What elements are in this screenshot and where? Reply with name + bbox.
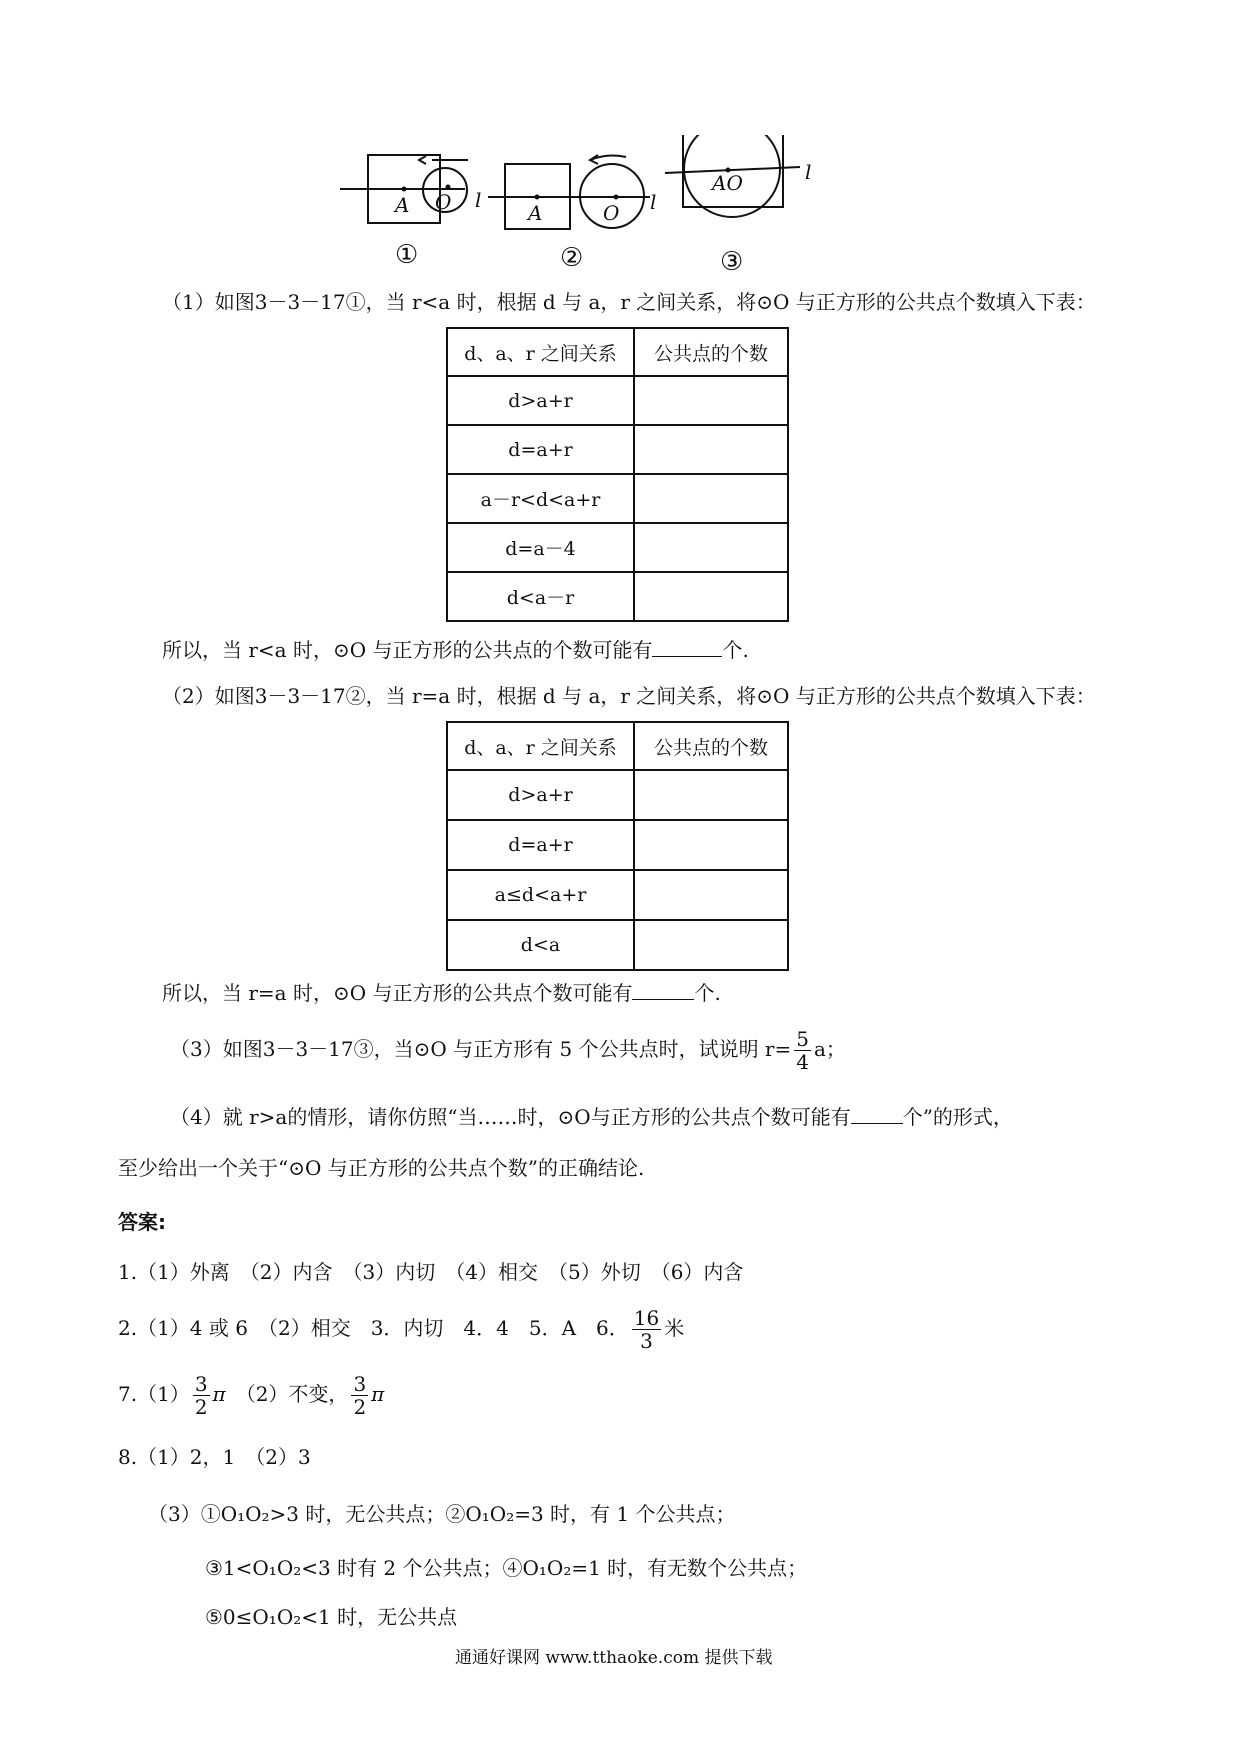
q3-line — [170, 1025, 846, 1073]
q2-conclusion — [162, 979, 721, 1007]
answer-7-frac-num-b: 3 — [353, 1372, 367, 1396]
answer-7 — [118, 1368, 384, 1420]
q1-header-relation: d、a、r 之间关系 — [447, 328, 634, 376]
q1-row-relation: a－r<d<a+r — [447, 474, 634, 523]
answer-7-text: 7.（1） — [118, 1382, 190, 1406]
q1-row-relation: d=a－4 — [447, 523, 634, 572]
point-label-a1: A — [395, 193, 410, 217]
answer-8-3-line1: （3）①O₁O₂>3 时，无公共点；②O₁O₂=3 时，有 1 个公共点； — [148, 1502, 736, 1526]
q4-blank[interactable] — [851, 1103, 903, 1124]
q1-conclusion-suffix: 个. — [722, 638, 749, 662]
q1-row-relation: d>a+r — [447, 376, 634, 425]
point-label-o1: O — [435, 190, 452, 214]
q1-row-relation: d=a+r — [447, 425, 634, 474]
point-label-ao3: AO — [712, 171, 743, 195]
q2-blank[interactable] — [632, 979, 694, 1000]
answer-7-fraction-b — [351, 1373, 368, 1418]
q1-blank[interactable] — [652, 636, 722, 657]
q1-prompt: （1）如图3－3－17①，当 r<a 时，根据 d 与 a，r 之间关系，将⊙O 与正方形的公共点个数填入下表： — [162, 290, 1096, 314]
q2-prompt: （2）如图3－3－17②，当 r=a 时，根据 d 与 a，r 之间关系，将⊙O 与正方形的公共点个数填入下表： — [162, 684, 1096, 708]
line-label-3: l — [805, 160, 812, 184]
q1-row-answer-cell[interactable] — [634, 425, 788, 474]
answer-1: 1.（1）外离 （2）内含 （3）内切 （4）相交 （5）外切 （6）内含 — [118, 1260, 744, 1284]
answer-2 — [118, 1302, 684, 1354]
q3-fraction — [794, 1028, 811, 1073]
q2-header-relation: d、a、r 之间关系 — [447, 722, 634, 770]
answer-2-suffix: 米 — [664, 1316, 685, 1340]
q2-conclusion-text: 所以，当 r=a 时，⊙O 与正方形的公共点个数可能有 — [162, 981, 633, 1005]
q1-row-answer-cell[interactable] — [634, 376, 788, 425]
q1-row-answer-cell[interactable] — [634, 572, 788, 621]
figure-square-circle — [340, 135, 930, 285]
answer-7-fraction-a — [193, 1373, 210, 1418]
q1-conclusion-text: 所以，当 r<a 时，⊙O 与正方形的公共点的个数可能有 — [162, 638, 653, 662]
q1-header-count: 公共点的个数 — [634, 328, 788, 376]
answer-8-3-line3: ⑤0≤O₁O₂<1 时，无公共点 — [205, 1605, 458, 1629]
q4-line1-suffix: 个”的形式， — [902, 1105, 1013, 1129]
figure-label-2: ② — [560, 243, 584, 273]
q3-suffix: a； — [813, 1037, 846, 1061]
q2-row-answer-cell[interactable] — [634, 770, 788, 820]
q2-table — [446, 721, 789, 971]
answer-8-3-line2: ③1<O₁O₂<3 时有 2 个公共点；④O₁O₂=1 时，有无数个公共点； — [205, 1556, 808, 1580]
q3-frac-den: 4 — [796, 1050, 809, 1074]
figure-diagram — [340, 135, 930, 285]
point-label-a2: A — [528, 201, 543, 225]
answer-2-fraction — [632, 1307, 661, 1352]
answers-heading: 答案: — [118, 1210, 166, 1234]
figure-label-1: ① — [395, 240, 419, 270]
q2-row-relation: d=a+r — [447, 820, 634, 870]
q2-row-answer-cell[interactable] — [634, 920, 788, 970]
answer-7-mid: （2）不变， — [245, 1382, 349, 1406]
q4-line1 — [170, 1103, 1013, 1131]
answer-7-pi-a: π — [212, 1382, 226, 1406]
line-label-2: l — [650, 190, 657, 214]
q2-row-answer-cell[interactable] — [634, 820, 788, 870]
q1-conclusion — [162, 636, 749, 664]
q2-row-relation: d<a — [447, 920, 634, 970]
answer-8: 8.（1）2，1 （2）3 — [118, 1445, 311, 1469]
answer-7-pi-b: π — [371, 1382, 385, 1406]
answer-2-frac-num: 16 — [633, 1306, 660, 1330]
q4-line1-text: （4）就 r>a的情形，请你仿照“当……时，⊙O与正方形的公共点个数可能有 — [170, 1105, 851, 1129]
line-label-1: l — [475, 188, 482, 212]
q1-table — [446, 327, 789, 622]
answer-2-text: 2.（1）4 或 6 （2）相交 3．内切 4．4 5．A 6． — [118, 1316, 629, 1340]
q3-frac-num: 5 — [796, 1027, 809, 1051]
q1-row-relation: d<a－r — [447, 572, 634, 621]
q2-row-relation: a≤d<a+r — [447, 870, 634, 920]
answer-7-frac-num-a: 3 — [194, 1372, 208, 1396]
q2-row-relation: d>a+r — [447, 770, 634, 820]
answer-2-frac-den: 3 — [640, 1329, 653, 1353]
q4-line2: 至少给出一个关于“⊙O 与正方形的公共点个数”的正确结论. — [118, 1156, 645, 1180]
answer-7-frac-den-a: 2 — [194, 1395, 208, 1419]
q3-text: （3）如图3－3－17③，当⊙O 与正方形有 5 个公共点时，试说明 r= — [170, 1037, 792, 1061]
q1-row-answer-cell[interactable] — [634, 474, 788, 523]
point-label-o2: O — [603, 201, 620, 225]
page-footer: 通通好课网 www.tthaoke.com 提供下载 — [455, 1648, 773, 1668]
figure-label-3: ③ — [720, 247, 744, 277]
answer-7-frac-den-b: 2 — [353, 1395, 367, 1419]
q2-row-answer-cell[interactable] — [634, 870, 788, 920]
q2-header-count: 公共点的个数 — [634, 722, 788, 770]
q2-conclusion-suffix: 个. — [694, 981, 721, 1005]
q1-row-answer-cell[interactable] — [634, 523, 788, 572]
